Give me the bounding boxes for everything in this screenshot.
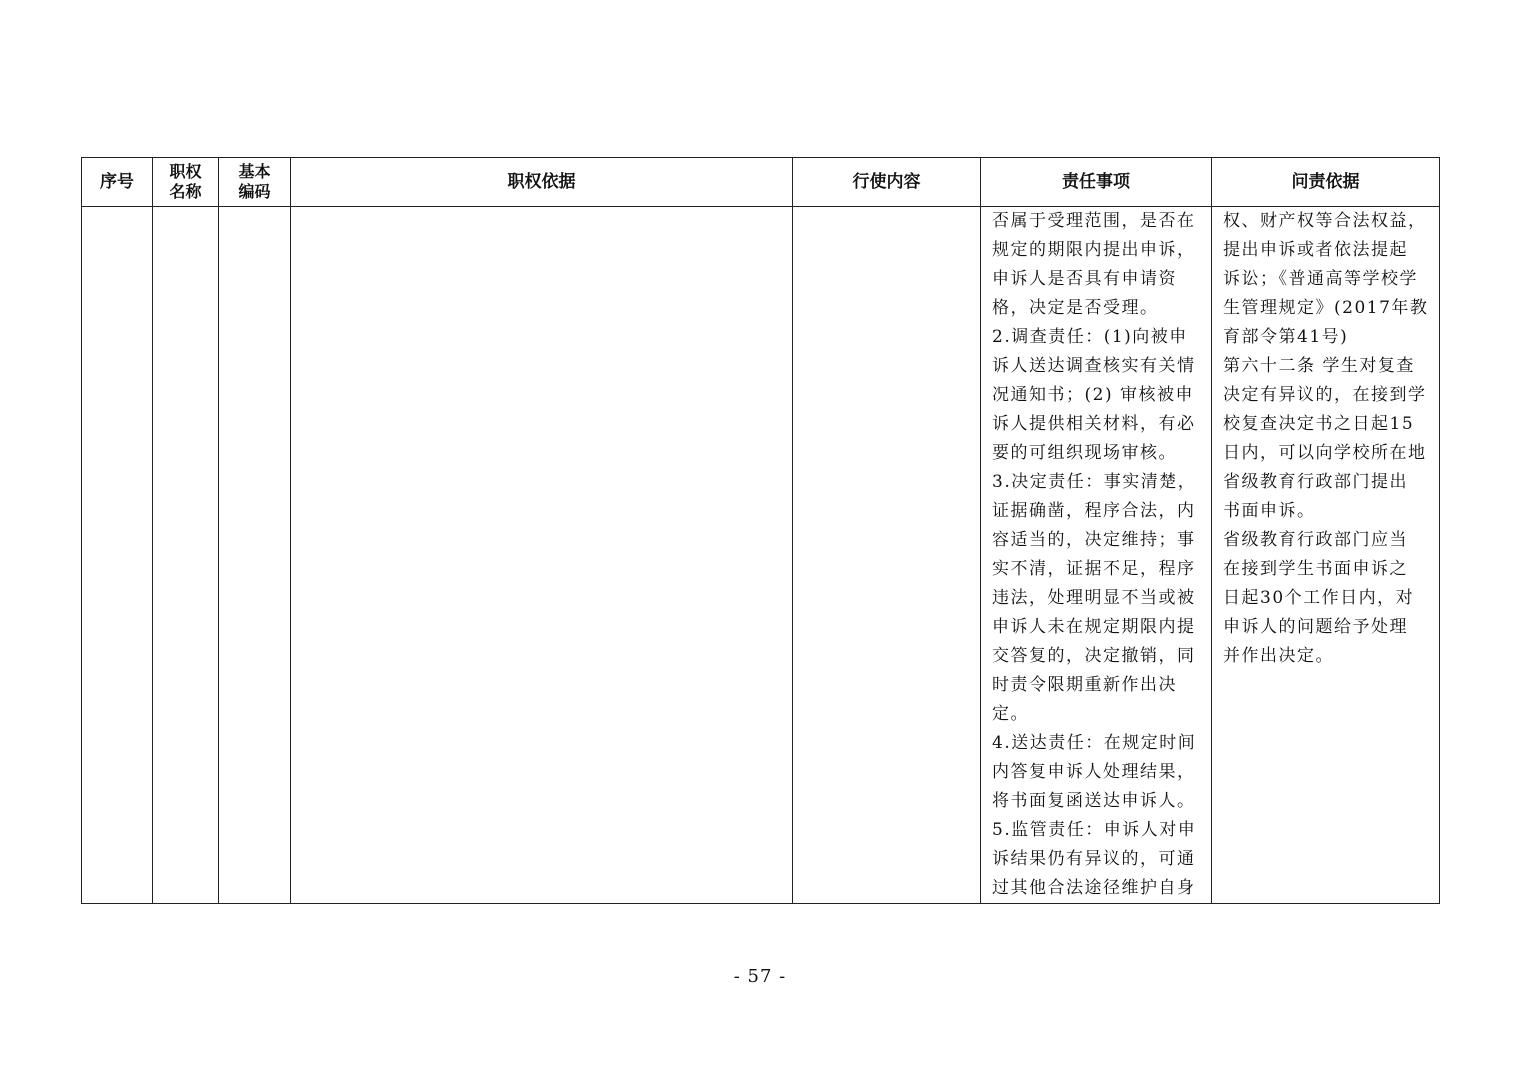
responsibility-text: 否属于受理范围，是否在 规定的期限内提出申诉， 申诉人是否具有申请资 格，决定是否受理。 2.调查责任：(1)向被申 诉人送达调查核实有关情 况通知书；(2) 审核被申 诉人提供相关材料，有必 要的可组织现场审核。 3.决定责任：事实清楚， 证据确凿，程序合法，内 容适当的，决定维持；事 实不清，证据不足，程序 违法，处理明显不当或被 申诉人未在规定期限内提 交答复的，决定撤销，同 时责令限期重新作出决 定。 4.送达责任：在规定时间 内答复申诉人处理结果， 将书面复函送达申诉人。 5.监管责任：申诉人对申 诉结果仍有异议的，可通 过其他合法途径维护自身 bbox=[992, 211, 1197, 898]
cell-seq bbox=[82, 207, 153, 904]
cell-accountability-basis bbox=[1212, 207, 1440, 904]
header-accountability-basis: 问责依据 bbox=[1212, 158, 1440, 207]
cell-responsibility bbox=[981, 207, 1212, 904]
header-exercise-content: 行使内容 bbox=[793, 158, 981, 207]
cell-power-basis bbox=[291, 207, 793, 904]
table-row bbox=[82, 207, 1440, 904]
header-power-basis: 职权依据 bbox=[291, 158, 793, 207]
header-basic-code bbox=[219, 158, 291, 207]
page-number: - 57 - bbox=[733, 966, 787, 987]
cell-power-name bbox=[153, 207, 219, 904]
header-power-name-label: 职权名称 bbox=[169, 161, 202, 201]
header-seq: 序号 bbox=[82, 158, 153, 207]
accountability-basis-text: 权、财产权等合法权益， 提出申诉或者依法提起 诉讼；《普通高等学校学 生管理规定》(2017年教 育部令第41号) 第六十二条 学生对复查 决定有异议的，在接到学 校复查决定书之日起15 日内，可以向学校所在地 省级教育行政部门提出 书面申诉。 省级教育行政部门应当 在接到学生书面申诉之 日起30个工作日内，对 申诉人的问题给予处理 并作出决定。 bbox=[1223, 211, 1429, 666]
header-basic-code-label: 基本编码 bbox=[238, 161, 271, 201]
header-power-name bbox=[153, 158, 219, 207]
cell-basic-code bbox=[219, 207, 291, 904]
cell-exercise-content bbox=[793, 207, 981, 904]
table-header-row bbox=[82, 158, 1440, 207]
duty-list-table bbox=[81, 157, 1440, 904]
header-responsibility: 责任事项 bbox=[981, 158, 1212, 207]
